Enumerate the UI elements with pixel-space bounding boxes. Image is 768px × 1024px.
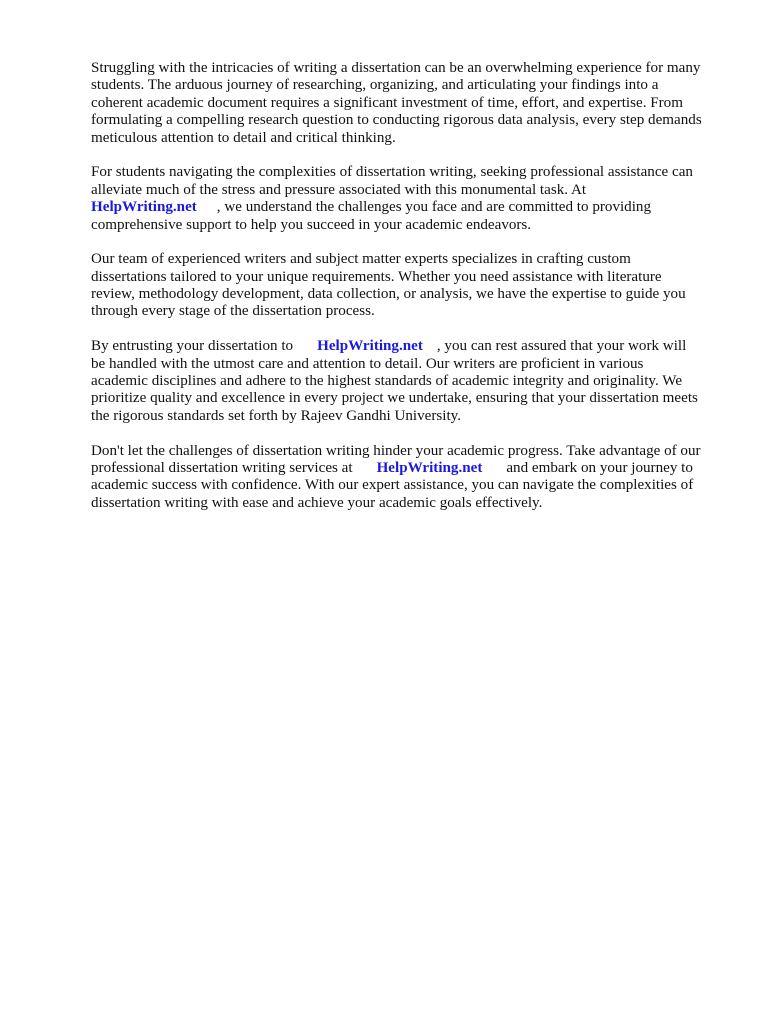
paragraph-closing-text-after: and embark on your journey to academic success with confidence. With our expert assistance, you can navigate the complexities of dissertation writing with ease and achieve your academic goals effectively.: [91, 459, 694, 511]
paragraph-team: [91, 251, 731, 321]
document-page: [91, 60, 731, 529]
paragraph-entrusting: [91, 338, 731, 425]
paragraph-intro: [91, 60, 731, 147]
paragraph-assistance-text-before: For students navigating the complexities of dissertation writing, seeking professional assistance can alleviate much of the stress and pressure associated with this monumental task. At: [91, 164, 693, 198]
paragraph-assistance: [91, 164, 731, 234]
paragraph-closing-text-before: Don't let the challenges of dissertation writing hinder your academic progress. Take advantage of our professional dissertation writing services at: [91, 442, 701, 476]
paragraph-intro-text: Struggling with the intricacies of writing a dissertation can be an overwhelming experience for many students. The arduous journey of researching, organizing, and articulating your findings into a coherent academic document requires a significant investment of time, effort, and expertise. From formulating a compelling research question to conducting rigorous data analysis, every step demands meticulous attention to detail and critical thinking.: [91, 60, 702, 146]
helpwriting-link[interactable]: HelpWriting.net: [317, 338, 423, 355]
paragraph-closing: [91, 443, 731, 513]
helpwriting-link[interactable]: HelpWriting.net: [376, 459, 483, 476]
paragraph-entrusting-text-after: , you can rest assured that your work will be handled with the utmost care and attention to detail. Our writers are proficient in various academic disciplines and adhere to the highest standards of academic integrity and originality. We prioritize quality and excellence in every project we undertake, ensuring that your dissertation meets the rigorous standards set forth by Rajeev Gandhi University.: [91, 338, 698, 424]
paragraph-entrusting-text-before: By entrusting your dissertation to: [91, 338, 294, 355]
paragraph-assistance-text-after: , we understand the challenges you face and are committed to providing comprehensive support to help you succeed in your academic endeavors.: [91, 199, 652, 233]
helpwriting-link[interactable]: HelpWriting.net: [91, 199, 197, 216]
paragraph-team-text: Our team of experienced writers and subject matter experts specializes in crafting custom dissertations tailored to your unique requirements. Whether you need assistance with literature review, methodology development, data collection, or analysis, we have the expertise to guide you through every stage of the dissertation process.: [91, 251, 686, 320]
